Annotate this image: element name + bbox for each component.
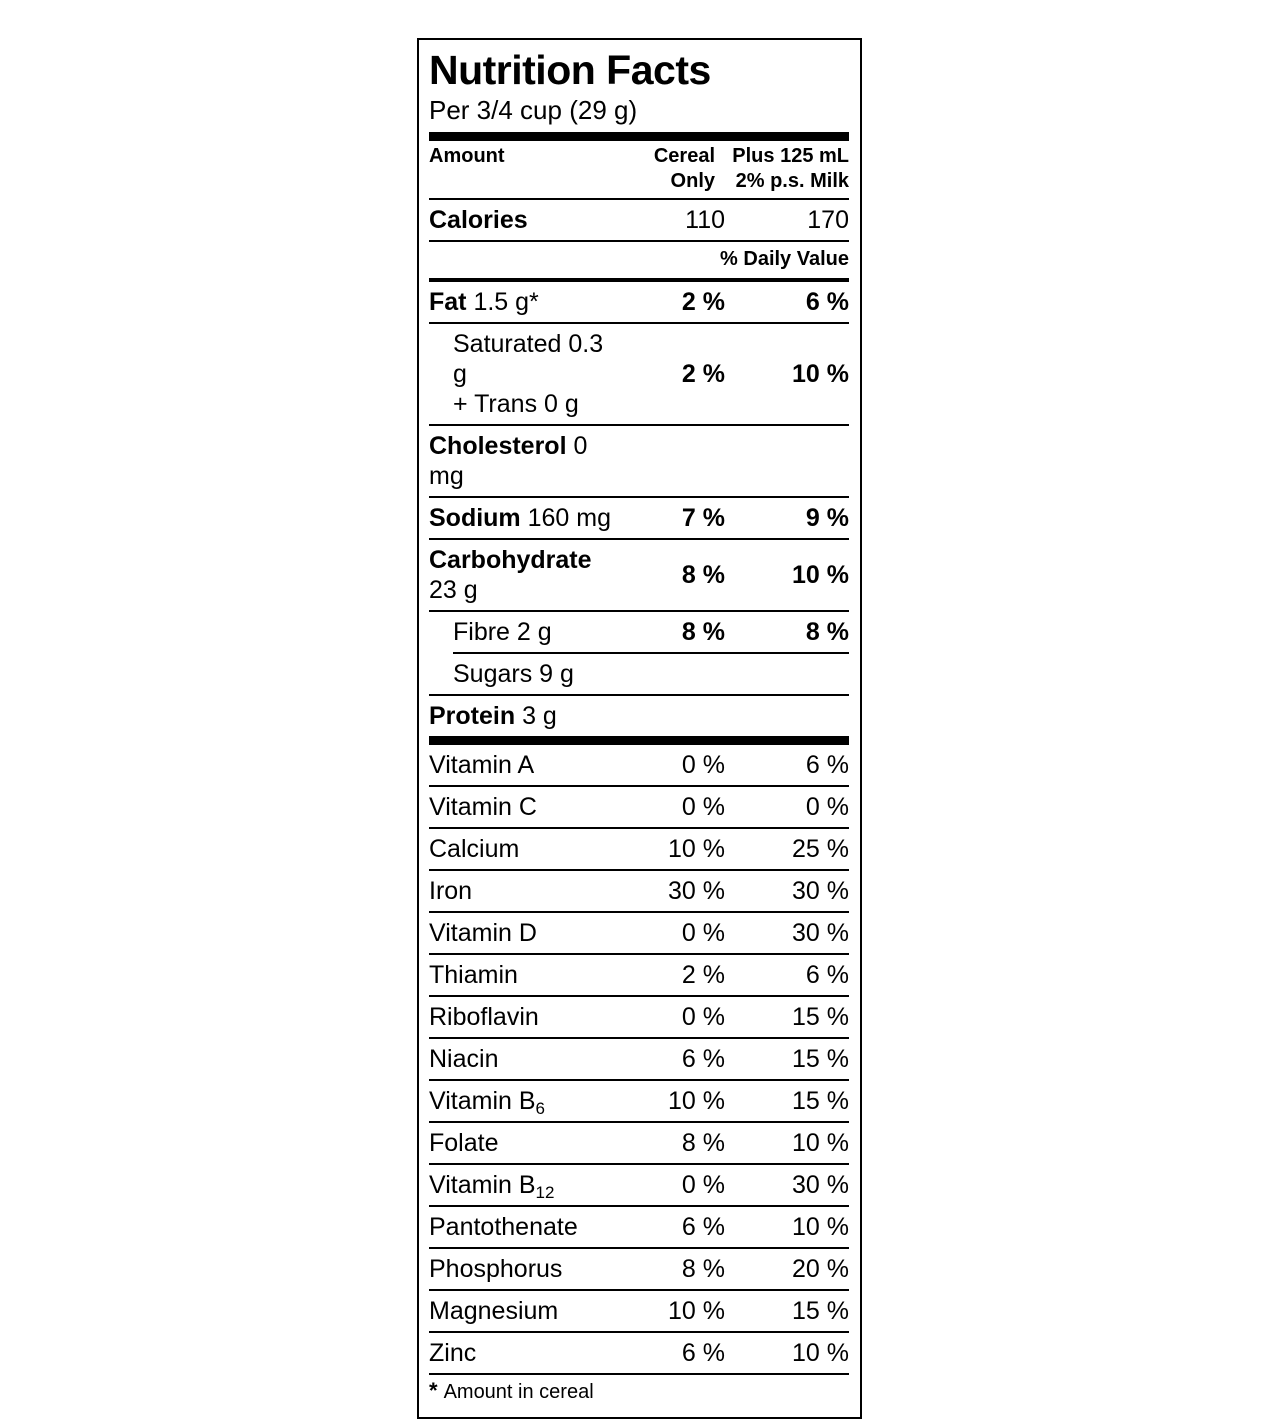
nutrient-row-protein <box>429 696 849 736</box>
micronutrient-milk-dv: 15 % <box>792 1003 849 1032</box>
cereal-header-line2: Only <box>670 170 715 193</box>
micronutrient-name-text: Niacin <box>429 1045 499 1074</box>
micronutrient-milk-dv: 25 % <box>792 835 849 864</box>
micronutrient-name-text: Vitamin D <box>429 919 537 948</box>
nutrient-name-amount <box>429 617 623 647</box>
nutrient-name: Fibre <box>453 618 510 647</box>
nutrient-cereal-dv: 2 % <box>681 360 725 389</box>
micronutrient-milk-dv: 6 % <box>805 961 849 990</box>
nutrient-amount: 2 g <box>516 618 552 647</box>
separator-thick-micronutrients <box>429 736 849 745</box>
milk-column-header <box>715 144 849 194</box>
micronutrient-subscript: 12 <box>535 1182 555 1202</box>
micronutrient-name <box>429 750 623 780</box>
micronutrient-cereal-dv: 30 % <box>668 877 725 906</box>
micronutrient-cereal-dv: 10 % <box>668 1297 725 1326</box>
nutrient-name-amount <box>429 659 623 689</box>
micronutrient-name-text: Zinc <box>429 1339 477 1368</box>
micronutrient-name-text: Iron <box>429 877 473 906</box>
nutrient-milk-dv: 9 % <box>805 504 849 533</box>
micronutrient-name <box>429 960 623 990</box>
micronutrient-row-zinc <box>429 1333 849 1373</box>
nutrient-row-saturated-trans <box>429 324 849 424</box>
micronutrient-name-text: Pantothenate <box>429 1213 578 1242</box>
nutrient-name-amount <box>429 431 623 491</box>
nutrient-row-fat <box>429 282 849 322</box>
micronutrient-row-vitamin-a <box>429 745 849 785</box>
micronutrient-name-text: Magnesium <box>429 1297 559 1326</box>
nutrient-name: Sugars <box>453 660 533 689</box>
amount-column-header: Amount <box>429 145 505 168</box>
milk-header-line1: Plus 125 mL <box>732 145 849 168</box>
micronutrient-milk-dv: 10 % <box>792 1213 849 1242</box>
micronutrient-subscript: 6 <box>535 1098 545 1118</box>
nutrient-amount: 160 mg <box>527 504 612 533</box>
micronutrient-name-text: Calcium <box>429 835 520 864</box>
micronutrient-milk-dv: 30 % <box>792 1171 849 1200</box>
nutrient-milk-dv: 10 % <box>792 360 849 389</box>
micronutrient-row-thiamin <box>429 955 849 995</box>
micronutrient-row-riboflavin <box>429 997 849 1037</box>
nutrient-name-amount <box>429 503 623 533</box>
micronutrient-name-text: Vitamin C <box>429 793 537 822</box>
micronutrient-milk-dv: 15 % <box>792 1297 849 1326</box>
nutrient-name-amount <box>429 287 623 317</box>
micronutrient-name-text: Folate <box>429 1129 499 1158</box>
micronutrient-row-iron <box>429 871 849 911</box>
micronutrient-row-niacin <box>429 1039 849 1079</box>
micronutrient-row-calcium <box>429 829 849 869</box>
nutrient-amount: 0 mg <box>429 432 588 491</box>
micronutrient-name-text: Phosphorus <box>429 1255 563 1284</box>
micronutrient-name <box>429 1128 623 1158</box>
nutrient-row-carbohydrate <box>429 540 849 610</box>
micronutrient-row-magnesium <box>429 1291 849 1331</box>
nutrient-amount: 23 g <box>429 576 478 605</box>
calories-label: Calories <box>429 206 528 235</box>
nutrient-amount: 3 g <box>522 702 557 731</box>
micronutrient-name-text: Vitamin A <box>429 751 535 780</box>
micronutrient-milk-dv: 15 % <box>792 1045 849 1074</box>
micronutrient-name <box>429 792 623 822</box>
micronutrient-row-folate <box>429 1123 849 1163</box>
micronutrient-row-vitamin-d <box>429 913 849 953</box>
nutrient-milk-dv: 10 % <box>792 561 849 590</box>
micronutrient-name <box>429 918 623 948</box>
cereal-only-column-header <box>613 144 715 194</box>
micronutrient-row-vitamin-c <box>429 787 849 827</box>
micronutrient-cereal-dv: 6 % <box>681 1213 725 1242</box>
micronutrient-name <box>429 834 623 864</box>
micronutrient-cereal-dv: 0 % <box>681 1003 725 1032</box>
micronutrient-milk-dv: 30 % <box>792 919 849 948</box>
calories-cereal-value: 110 <box>685 206 725 235</box>
micronutrient-name <box>429 1212 623 1242</box>
micronutrient-cereal-dv: 6 % <box>681 1339 725 1368</box>
micronutrient-cereal-dv: 0 % <box>681 1171 725 1200</box>
nutrient-row-sugars <box>429 654 849 694</box>
micronutrient-milk-dv: 0 % <box>805 793 849 822</box>
footnote-asterisk: * <box>429 1378 438 1404</box>
micronutrient-row-vitamin-b12 <box>429 1165 849 1205</box>
nutrient-row-sodium <box>429 498 849 538</box>
micronutrient-milk-dv: 20 % <box>792 1255 849 1284</box>
nutrient-cereal-dv: 8 % <box>681 561 725 590</box>
micronutrient-cereal-dv: 0 % <box>681 919 725 948</box>
nutrient-row-cholesterol <box>429 426 849 496</box>
nutrient-milk-dv: 6 % <box>805 288 849 317</box>
micronutrient-name <box>429 1338 623 1368</box>
micronutrient-name <box>429 1044 623 1074</box>
nutrient-amount: 1.5 g* <box>473 288 539 317</box>
nutrient-name: Sodium <box>429 504 521 533</box>
micronutrient-name <box>429 1170 623 1200</box>
micronutrient-milk-dv: 30 % <box>792 877 849 906</box>
nutrient-name-amount <box>429 329 623 419</box>
cereal-header-line1: Cereal <box>653 145 715 168</box>
milk-header-line2: 2% p.s. Milk <box>735 170 849 193</box>
micronutrient-cereal-dv: 0 % <box>681 793 725 822</box>
micronutrient-name-text: Vitamin B <box>429 1087 536 1116</box>
micronutrient-name-text: Riboflavin <box>429 1003 539 1032</box>
micronutrient-milk-dv: 15 % <box>792 1087 849 1116</box>
nutrient-name-amount <box>429 545 623 605</box>
serving-size: Per 3/4 cup (29 g) <box>429 95 638 126</box>
nutrient-name: Carbohydrate <box>429 546 592 575</box>
micronutrient-name <box>429 1086 623 1116</box>
footnote-text: Amount in cereal <box>443 1381 594 1404</box>
micronutrient-cereal-dv: 10 % <box>668 1087 725 1116</box>
nutrient-name: Saturated <box>453 330 562 359</box>
micronutrient-name <box>429 1296 623 1326</box>
nutrient-row-fibre <box>429 612 849 652</box>
micronutrient-name-text: Thiamin <box>429 961 518 990</box>
nutrient-name: Cholesterol <box>429 432 567 461</box>
micronutrient-milk-dv: 6 % <box>805 751 849 780</box>
micronutrient-cereal-dv: 2 % <box>681 961 725 990</box>
column-header-row <box>429 141 849 198</box>
panel-title: Nutrition Facts <box>429 47 711 93</box>
nutrient-line2: + Trans 0 g <box>453 390 579 419</box>
micronutrient-cereal-dv: 8 % <box>681 1129 725 1158</box>
nutrient-milk-dv: 8 % <box>805 618 849 647</box>
nutrient-name: Protein <box>429 702 516 731</box>
nutrient-cereal-dv: 2 % <box>681 288 725 317</box>
micronutrient-row-phosphorus <box>429 1249 849 1289</box>
footnote <box>429 1375 849 1410</box>
separator-thick-top <box>429 132 849 141</box>
nutrient-cereal-dv: 7 % <box>681 504 725 533</box>
micronutrient-name <box>429 1002 623 1032</box>
nutrition-facts-panel <box>417 38 862 1419</box>
nutrient-amount: 9 g <box>539 660 574 689</box>
micronutrient-row-vitamin-b6 <box>429 1081 849 1121</box>
calories-row <box>429 200 849 240</box>
daily-value-header: % Daily Value <box>720 248 849 271</box>
nutrient-amount: 0.3 g <box>453 330 604 389</box>
calories-milk-value: 170 <box>807 206 849 235</box>
micronutrient-cereal-dv: 8 % <box>681 1255 725 1284</box>
micronutrient-row-pantothenate <box>429 1207 849 1247</box>
micronutrient-cereal-dv: 0 % <box>681 751 725 780</box>
micronutrient-name-text: Vitamin B <box>429 1171 536 1200</box>
micronutrient-cereal-dv: 6 % <box>681 1045 725 1074</box>
nutrient-name-amount <box>429 701 623 731</box>
micronutrient-cereal-dv: 10 % <box>668 835 725 864</box>
micronutrient-name <box>429 876 623 906</box>
micronutrient-milk-dv: 10 % <box>792 1129 849 1158</box>
nutrient-name: Fat <box>429 288 467 317</box>
micronutrient-milk-dv: 10 % <box>792 1339 849 1368</box>
nutrient-cereal-dv: 8 % <box>681 618 725 647</box>
